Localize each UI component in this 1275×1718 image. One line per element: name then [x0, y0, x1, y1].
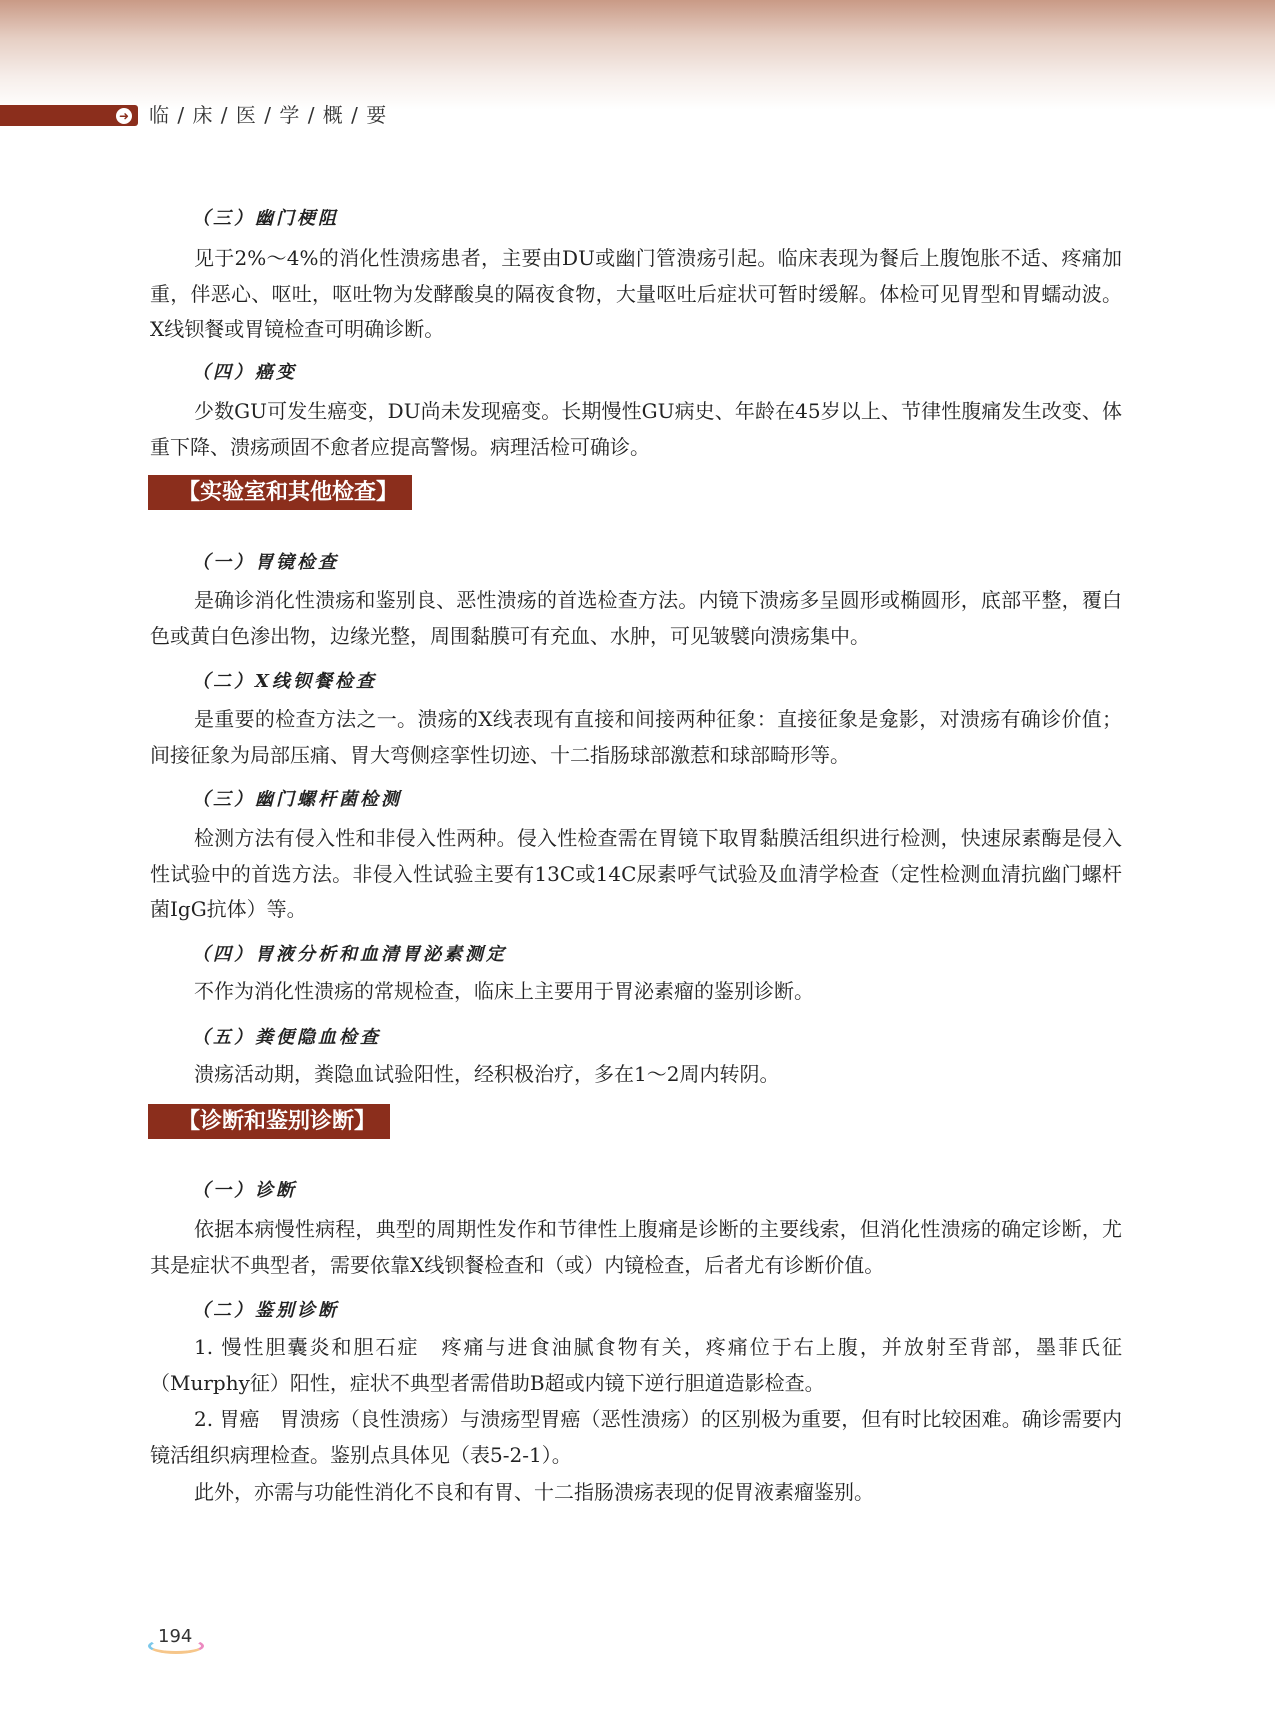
header-gradient: [0, 0, 1275, 110]
subsection-heading: （三）幽门螺杆菌检测: [192, 789, 402, 810]
paragraph: 是确诊消化性溃疡和鉴别良、恶性溃疡的首选检查方法。内镜下溃疡多呈圆形或椭圆形，底部平整，覆白色或黄白色渗出物，边缘光整，周围黏膜可有充血、水肿，可见皱襞向溃疡集中。: [150, 588, 1122, 648]
subsection-heading: （一）诊断: [192, 1180, 297, 1201]
section-heading: 【实验室和其他检查】: [148, 475, 412, 510]
paragraph: 2. 胃癌 胃溃疡（良性溃疡）与溃疡型胃癌（恶性溃疡）的区别极为重要，但有时比较困难。确诊需要内镜活组织病理检查。鉴别点具体见（表5-2-1）。: [150, 1407, 1122, 1467]
arrow-right-circle-icon: ➜: [116, 108, 132, 124]
subsection-heading: （五）粪便隐血检查: [192, 1027, 381, 1048]
subsection-heading: （四）胃液分析和血清胃泌素测定: [192, 944, 507, 965]
subsection-heading: （二）鉴别诊断: [192, 1300, 339, 1321]
paragraph: 少数GU可发生癌变，DU尚未发现癌变。长期慢性GU病史、年龄在45岁以上、节律性腹痛发生改变、体重下降、溃疡顽固不愈者应提高警惕。病理活检可确诊。: [150, 399, 1122, 459]
paragraph: 1. 慢性胆囊炎和胆石症 疼痛与进食油腻食物有关，疼痛位于右上腹，并放射至背部，墨菲氏征（Murphy征）阳性，症状不典型者需借助B超或内镜下逆行胆道造影检查。: [150, 1335, 1122, 1395]
subsection-heading: （二）X线钡餐检查: [192, 671, 377, 692]
paragraph: 见于2%～4%的消化性溃疡患者，主要由DU或幽门管溃疡引起。临床表现为餐后上腹饱胀不适、疼痛加重，伴恶心、呕吐，呕吐物为发酵酸臭的隔夜食物，大量呕吐后症状可暂时缓解。体检可见胃型和胃蠕动波。X线钡餐或胃镜检查可明确诊断。: [150, 246, 1122, 341]
running-header-title: 临 / 床 / 医 / 学 / 概 / 要: [149, 103, 388, 127]
subsection-heading: （一）胃镜检查: [192, 552, 339, 573]
paragraph: 此外，亦需与功能性消化不良和有胃、十二指肠溃疡表现的促胃液素瘤鉴别。: [194, 1480, 874, 1504]
subsection-heading: （四）癌变: [192, 362, 297, 383]
page-number: 194: [158, 1626, 193, 1647]
paragraph: 依据本病慢性病程，典型的周期性发作和节律性上腹痛是诊断的主要线索，但消化性溃疡的确定诊断，尤其是症状不典型者，需要依靠X线钡餐检查和（或）内镜检查，后者尤有诊断价值。: [150, 1217, 1122, 1277]
paragraph: 检测方法有侵入性和非侵入性两种。侵入性检查需在胃镜下取胃黏膜活组织进行检测，快速尿素酶是侵入性试验中的首选方法。非侵入性试验主要有13C或14C尿素呼气试验及血清学检查（定性检测血清抗幽门螺杆菌IgG抗体）等。: [150, 826, 1122, 921]
paragraph: 溃疡活动期，粪隐血试验阳性，经积极治疗，多在1～2周内转阴。: [194, 1062, 780, 1086]
section-heading: 【诊断和鉴别诊断】: [148, 1104, 390, 1139]
paragraph: 是重要的检查方法之一。溃疡的X线表现有直接和间接两种征象：直接征象是龛影，对溃疡有确诊价值；间接征象为局部压痛、胃大弯侧痉挛性切迹、十二指肠球部激惹和球部畸形等。: [150, 707, 1122, 767]
subsection-heading: （三）幽门梗阻: [192, 208, 339, 229]
paragraph: 不作为消化性溃疡的常规检查，临床上主要用于胃泌素瘤的鉴别诊断。: [194, 979, 814, 1003]
